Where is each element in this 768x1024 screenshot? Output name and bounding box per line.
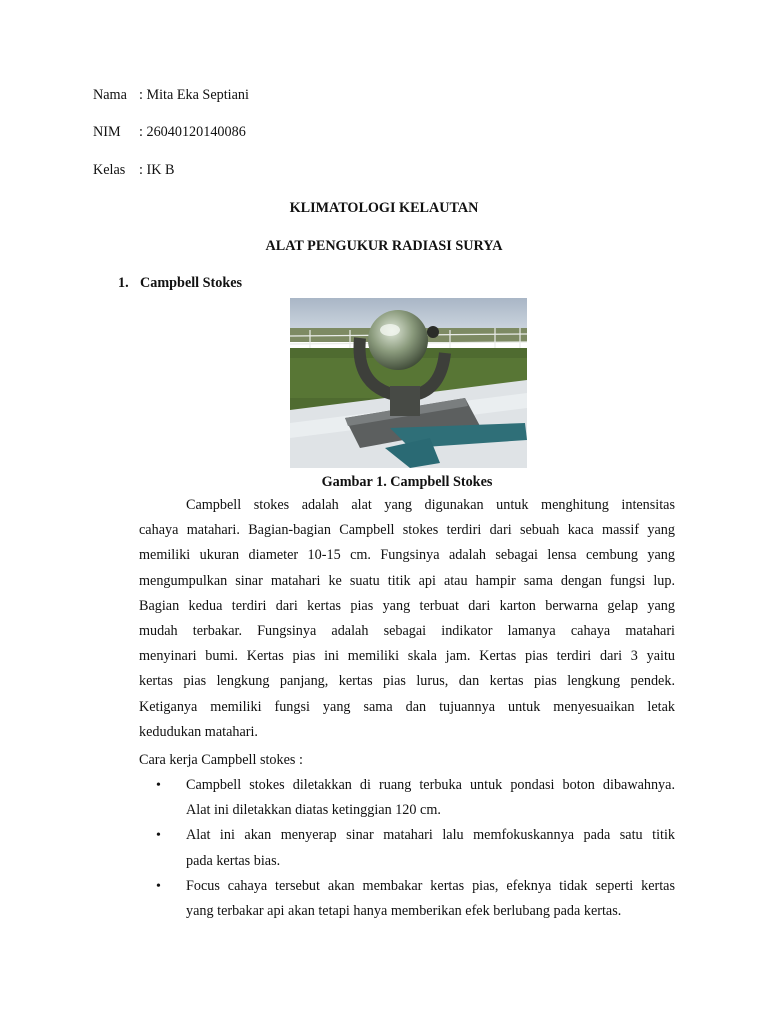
paragraph-line: mudah terbakar. Fungsinya adalah sebagai indikator lamanya cahaya matahari — [139, 622, 675, 639]
bullet-icon: • — [156, 778, 161, 793]
paragraph-line: Campbell stokes adalah alat yang digunakan untuk menghitung intensitas — [186, 497, 675, 513]
list-item — [139, 823, 675, 873]
section-number: 1. — [118, 275, 129, 291]
section-title: Campbell Stokes — [140, 275, 243, 291]
paragraph-line: cahaya matahari. Bagian-bagian Campbell stokes terdiri dari sebuah kaca massif yang — [139, 522, 675, 539]
list-item-line: yang terbakar api akan tetapi hanya memberikan efek berlubang pada kertas. — [186, 902, 622, 919]
paragraph-line: menyinari bumi. Kertas pias ini memiliki skala jam. Kertas pias terdiri dari 3 yaitu — [139, 648, 675, 665]
student-nim-row — [93, 123, 246, 141]
nim-value: : 26040120140086 — [139, 124, 246, 140]
campbell-stokes-photo — [290, 298, 527, 468]
paragraph-line: Bagian kedua terdiri dari kertas pias yang terbuat dari karton berwarna gelap yang — [139, 597, 675, 614]
paragraph-line: kedudukan matahari. — [139, 723, 258, 740]
paragraph-line: memiliki ukuran diameter 10-15 cm. Fungsinya adalah sebagai lensa cembung yang — [139, 547, 675, 564]
how-it-works-list — [139, 773, 675, 924]
how-it-works-label: Cara kerja Campbell stokes : — [139, 752, 303, 768]
class-label: Kelas — [93, 162, 126, 178]
paragraph-line: mengumpulkan sinar matahari ke suatu titik api atau hampir sama dengan fungsi lup. — [139, 572, 675, 589]
description-paragraph — [139, 493, 675, 745]
name-value: : Mita Eka Septiani — [139, 87, 249, 103]
list-item-line: Focus cahaya tersebut akan membakar kertas pias, efeknya tidak seperti kertas — [186, 877, 675, 894]
list-item-line: Alat ini diletakkan diatas ketinggian 120 cm. — [186, 802, 441, 819]
student-class-row — [93, 161, 174, 179]
paragraph-line: Ketiganya memiliki fungsi yang sama dan tujuannya untuk menyesuaikan letak — [139, 698, 675, 715]
class-value: : IK B — [139, 162, 175, 178]
list-item-line: Campbell stokes diletakkan di ruang terbuka untuk pondasi boton dibawahnya. — [186, 777, 675, 793]
nim-label: NIM — [93, 124, 121, 140]
bullet-icon: • — [156, 828, 161, 844]
figure-caption: Gambar 1. Campbell Stokes — [321, 474, 493, 490]
list-item — [139, 874, 675, 924]
section-heading — [118, 274, 242, 292]
list-item-line: Alat ini akan menyerap sinar matahari lalu memfokuskannya pada satu titik — [186, 827, 675, 844]
bullet-icon: • — [156, 878, 161, 894]
list-item-line: pada kertas bias. — [186, 852, 281, 869]
list-item — [139, 773, 675, 823]
paragraph-line: kertas pias lengkung panjang, kertas pias lurus, dan kertas pias lengkung pendek. — [139, 673, 675, 690]
document-title: KLIMATOLOGI KELAUTAN — [289, 200, 479, 216]
name-label: Nama — [93, 87, 127, 103]
document-subtitle: ALAT PENGUKUR RADIASI SURYA — [265, 238, 503, 254]
student-name-row — [93, 86, 249, 104]
